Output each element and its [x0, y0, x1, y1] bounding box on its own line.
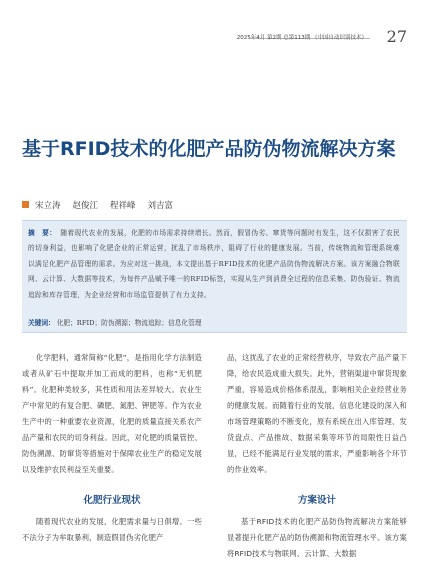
page-number: 27 — [386, 27, 407, 46]
right-column — [227, 350, 407, 562]
author-name: 宋立涛 — [35, 201, 61, 211]
author-3: 程祥峰 — [110, 201, 136, 211]
intro-paragraph: 化学肥料，通常简称“化肥”，是指用化学方法制造或者从矿石中提取并加工而成的肥料，也称“无机肥料”。化肥种类较多，其性质和用法差异较大。农业生产中常见的有复合肥、磷肥、氮肥、钾肥等。作为农业生产中的一种重要农业资源，化肥的质量直接关系农产品产量和农民的切身利益。因此，对化肥的质量管控、防伪溯源、防窜货等措施对于保障农业生产的稳定发展以及维护农民利益至关重要。 — [22, 353, 202, 474]
keywords-label: 关键词： — [28, 319, 55, 327]
section-heading-solution-design: 方案设计 — [297, 495, 336, 506]
keywords — [28, 317, 202, 327]
article-title: 基于RFID技术的化肥产品防伪物流解决方案 — [22, 138, 396, 160]
left-column — [22, 350, 202, 546]
abstract-label: 摘 要： — [28, 229, 57, 237]
abstract-body: 随着现代农业的发展，化肥的市场需求持续增长。然而，假冒伪劣、窜货等问题时有发生，这不仅损害了农民的切身利益，也影响了化肥企业的正常运营，扰乱了市场秩序，阻碍了行业的健康发展。当前，传统物流和管理系统难以满足化肥产品管理的需求。为应对这一挑战，本文提出基于RFID技术的化肥产品防伪物流解决方案。该方案融合物联网、云计算、大数据等技术，为每件产品赋予唯一的RFID标签，实现从生产到消费全过程的信息采集、防伪验证、物流追踪和库存管理，为企业经营和市场监管提供了有力支持。 — [28, 229, 400, 299]
continued-paragraph: 品，这扰乱了农业的正常经营秩序，导致农产品产量下降，给农民造成重大损失。此外，营销渠道中窜货现象严重，容易造成价格体系混乱，影响相关企业经营业务的健康发展。而随着行业的发展，信息化建设的深入和市场管理策略的不断变化，原有系统在出入库管理、发货盘点、产品推故、数据采集等环节的局限性日益凸显，已经不能满足行业发展的需求，严重影响各个环节的作业效率。 — [227, 353, 407, 474]
orange-square-icon — [22, 201, 29, 208]
issue-info: 2025年4月 第2期 总第113期 《中国自动识别技术》 — [236, 35, 367, 41]
author-1 — [22, 199, 61, 211]
industry-status-paragraph: 随着现代农业的发展，化肥需求量与日俱增。一些不法分子为牟取暴利，制造假冒伪劣化肥产 — [22, 517, 202, 542]
abstract — [28, 226, 400, 303]
page-header — [0, 14, 427, 54]
section-heading-industry-status: 化肥行业现状 — [83, 495, 141, 506]
keywords-list: 化肥；RFID；防伪溯源；物流追踪；信息化管理 — [56, 319, 202, 327]
solution-paragraph: 基于RFID技术的化肥产品防伪物流解决方案能够显著提升化肥产品的防伪溯源和物流管理水平。该方案将RFID技术与物联网、云计算、大数据 — [227, 517, 407, 558]
author-line — [22, 199, 173, 211]
author-2: 赵俊江 — [72, 201, 99, 211]
author-4: 刘吉富 — [147, 201, 174, 211]
